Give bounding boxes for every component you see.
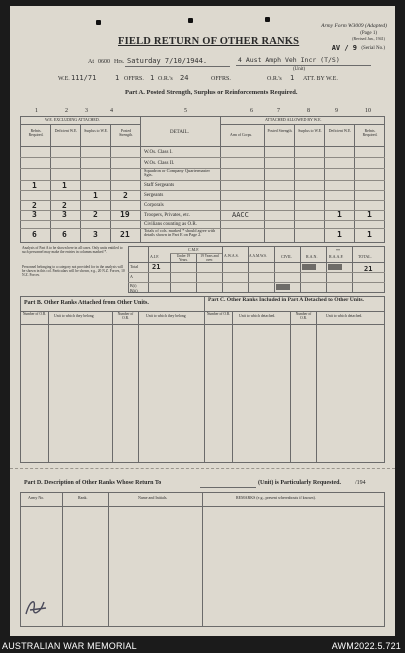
total-surplus: 3 [93, 230, 98, 239]
tpr-refnts-r: 1 [367, 210, 372, 219]
ors2-label: O.R.'s [267, 76, 282, 82]
analysis-row: A [130, 274, 133, 279]
col-number: 3 [85, 108, 88, 114]
part-b-head: Unit to which they belong [54, 314, 94, 318]
analysis-row: B(ii) [130, 288, 138, 293]
staff-sgt-refnts: 1 [32, 181, 37, 190]
analysis-head: A.A.M.W.S. [249, 254, 267, 258]
col-number: 9 [335, 108, 338, 114]
total-deficient: 6 [62, 230, 67, 239]
staff-sgt-deficient: 1 [62, 181, 67, 190]
tpr-arm: AACC [232, 211, 249, 219]
detail-row: Staff Sergeants [144, 183, 175, 188]
revised-date: (Revised Jan., 1941) [352, 36, 385, 41]
part-b-head: Unit to which they belong [146, 314, 186, 318]
part-b-title: Part B. Other Ranks Attached from Other Units. [24, 300, 149, 306]
offrs2-label: OFFRS. [211, 76, 231, 82]
we-or-value: 1 [150, 74, 155, 82]
cpl-refnts: 2 [32, 201, 37, 210]
punch-hole [96, 20, 101, 25]
analysis-head: R.A.A.F. [329, 254, 344, 259]
archive-credit: AUSTRALIAN WAR MEMORIAL [2, 641, 137, 651]
col-number: 2 [65, 108, 68, 114]
analysis-head: A.W.A.S. [224, 254, 239, 258]
part-b-head: Number of O.R. [22, 312, 47, 316]
detail-row: W.Os. Class I. [144, 150, 173, 155]
detail-row: Squadron or Company Quartermaster Sgts. [144, 168, 210, 178]
part-c-head: Unit to which detached. [326, 314, 363, 318]
part-d-date: /194 [355, 480, 366, 486]
att-label: ATT. BY W.E. [303, 76, 338, 82]
at-label: At [88, 59, 94, 65]
tpr-deficient-r: 1 [337, 210, 342, 219]
ink-mark [302, 264, 316, 270]
total-deficient-r: 1 [337, 230, 342, 239]
we-or-label: O.R.'s [158, 76, 173, 82]
part-d-unit: (Unit) is Particularly Requested. [258, 480, 341, 486]
punch-hole [265, 17, 270, 22]
total-refnts: 6 [32, 230, 37, 239]
analysis-head: Under 19 Years. [176, 254, 191, 262]
form-sheet [10, 6, 395, 636]
cmf-label: C.M.F. [188, 247, 200, 252]
part-d-head: Rank. [78, 495, 88, 500]
subhead: Surplus to W.E. [298, 129, 322, 133]
army-form-number: Army Form W3009 (Adapted) [321, 23, 387, 29]
part-c-title: Part C. Other Ranks Included in Part A Detached to Other Units. [208, 297, 364, 303]
tpr-deficient: 3 [62, 210, 67, 219]
punch-hole [188, 18, 193, 23]
total-refnts-r: 1 [367, 230, 372, 239]
part-a-title: Part A. Posted Strength, Surplus or Reinforcements Required. [125, 89, 298, 96]
ink-mark [276, 284, 290, 290]
form-title: FIELD RETURN OF OTHER RANKS [118, 36, 300, 47]
analysis-note-2: Personnel belonging to a category not provided for in the analysis will be shown in this col. Particulars will be shown, e.g., 20 N.Z. Forces, 10 N.Z. Forces. [22, 265, 125, 278]
handwritten-initials [22, 594, 52, 620]
serial-value: AV / 9 [331, 44, 357, 52]
sgt-posted: 2 [123, 191, 128, 200]
ors2-value: 1 [290, 74, 295, 82]
total-value: 21 [364, 265, 373, 273]
tpr-posted: 19 [120, 210, 130, 219]
part-d-title: Part D. Description of Other Ranks Whose Return To [24, 480, 162, 486]
we-excluding-label: W.E. EXCLUDING ATTACHED. [45, 117, 100, 122]
col-number: 8 [307, 108, 310, 114]
subhead: Refnts. Required. [362, 129, 378, 137]
analysis-head: CIVIL [281, 254, 292, 259]
detail-row: W.Os. Class II. [144, 161, 175, 166]
detail-row: Sergeants [144, 193, 164, 198]
subhead: Posted Strength. [119, 129, 133, 137]
subhead: Deficient W.E. [328, 129, 352, 133]
part-c-head: Number of O.R. [295, 312, 312, 320]
we-value: 111/71 [71, 74, 97, 82]
tpr-surplus: 2 [93, 210, 98, 219]
part-d-head: REMARKS (e.g., present whereabouts if known). [236, 495, 316, 500]
tpr-refnts: 3 [32, 210, 37, 219]
subhead: Deficient W.E. [54, 129, 78, 133]
detail-row: Civilians counting as O.R. [144, 222, 197, 227]
analysis-row: Total [130, 264, 139, 269]
aif-value: 21 [152, 263, 161, 271]
time-value: 0600 [98, 59, 110, 65]
serial-label: (Serial No.) [361, 46, 385, 51]
col-number: 4 [110, 108, 113, 114]
col-number: 7 [277, 108, 280, 114]
part-b-head: Number of O.R. [117, 312, 134, 320]
detail-row: Totals of cols. marked * should agree with details shown in Part E on Page 2. [144, 228, 216, 238]
analysis-note-1: Analysis of Part A to be shown here in all cases. Only units entitled to such personnel may make the entries in columns marked *. [22, 246, 123, 255]
archive-reference: AWM2022.5.721 [331, 641, 401, 651]
fold-line [10, 468, 395, 470]
subhead: Posted Strength. [267, 129, 293, 133]
part-d-head: Name and Initials. [138, 495, 168, 500]
we-offrs-label: OFFRS. [124, 76, 144, 82]
we-offrs-value: 1 [115, 74, 120, 82]
analysis-row: B(i) [130, 283, 137, 288]
analysis-head: R.A.N. [306, 254, 318, 259]
date-value: Saturday 7/10/1944. [127, 57, 208, 65]
analysis-head: 19 Years and over. [200, 254, 219, 262]
unit-value: 4 Aust Amph Veh Incr (T/S) [238, 56, 340, 64]
col-number: 6 [250, 108, 253, 114]
part-c-head: Unit to which detached. [239, 314, 276, 318]
we-or-total: 24 [180, 74, 189, 82]
detail-row: Troopers, Privates, etc. [144, 213, 191, 218]
hrs-label: Hrs. [114, 59, 125, 65]
subhead: Surplus to W.E. [84, 129, 108, 133]
analysis-head: TOTAL. [358, 254, 372, 259]
analysis-head: ** [336, 248, 340, 253]
part-d-head: Army No. [28, 495, 45, 500]
attached-allowed-label: ATTACHED ALLOWED BY W.E. [265, 117, 322, 122]
total-posted: 21 [120, 230, 130, 239]
detail-row: Corporals [144, 203, 164, 208]
unit-label: (Unit) [293, 67, 306, 72]
cpl-deficient: 2 [62, 201, 67, 210]
part-c-head: Number of O.R. [206, 312, 231, 316]
detail-label: DETAIL. [170, 130, 189, 135]
subhead: Refnts. Required. [28, 129, 44, 137]
col-number: 5 [184, 108, 187, 114]
col-number: 10 [365, 108, 371, 114]
we-label: W.E. [58, 76, 70, 82]
analysis-head: A.I.F. [150, 254, 160, 259]
page-number: (Page 1) [360, 31, 377, 36]
col-number: 1 [35, 108, 38, 114]
ink-mark [328, 264, 342, 270]
sgt-surplus: 1 [93, 191, 98, 200]
subhead: Arm of Corps. [230, 133, 253, 137]
